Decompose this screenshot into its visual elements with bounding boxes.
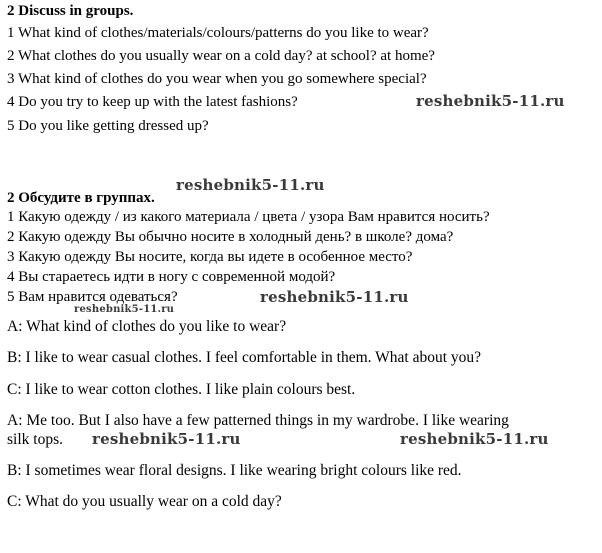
watermark: reshebnik5-11.ru [74,304,175,315]
dialog-line-7: C: What do you usually wear on a cold day? [7,493,282,510]
question-en-3: 3 What kind of clothes do you wear when you go somewhere special? [7,71,427,87]
watermark: reshebnik5-11.ru [176,176,325,194]
dialog-line-3: C: I like to wear cotton clothes. I like plain colours best. [7,381,356,398]
dialog-line-4: A: Me too. But I also have a few patterned things in my wardrobe. I like wearing [7,412,509,429]
question-ru-3: 3 Какую одежду Вы носите, когда вы идете в особенное место? [7,249,413,265]
question-en-4: 4 Do you try to keep up with the latest fashions? [7,94,298,110]
watermark: reshebnik5-11.ru [92,430,241,448]
dialog-line-2: B: I like to wear casual clothes. I feel comfortable in them. What about you? [7,349,482,366]
dialog-line-5: silk tops. [7,431,63,448]
question-en-2: 2 What clothes do you usually wear on a cold day? at school? at home? [7,48,435,64]
question-ru-1: 1 Какую одежду / из какого материала / цвета / узора Вам нравится носить? [7,209,490,225]
dialog-line-1: A: What kind of clothes do you like to wear? [7,318,287,335]
section-heading-en: 2 Discuss in groups. [7,3,134,19]
watermark: reshebnik5-11.ru [416,92,565,110]
section-heading-ru: 2 Обсудите в группах. [7,190,155,206]
question-ru-4: 4 Вы стараетесь идти в ногу с современной модой? [7,269,336,285]
question-ru-2: 2 Какую одежду Вы обычно носите в холодный день? в школе? дома? [7,229,454,245]
dialog-line-6: B: I sometimes wear floral designs. I like wearing bright colours like red. [7,462,462,479]
watermark: reshebnik5-11.ru [400,430,549,448]
watermark: reshebnik5-11.ru [260,288,409,306]
question-en-5: 5 Do you like getting dressed up? [7,118,209,134]
question-en-1: 1 What kind of clothes/materials/colours/patterns do you like to wear? [7,25,429,41]
question-ru-5: 5 Вам нравится одеваться? [7,289,178,305]
